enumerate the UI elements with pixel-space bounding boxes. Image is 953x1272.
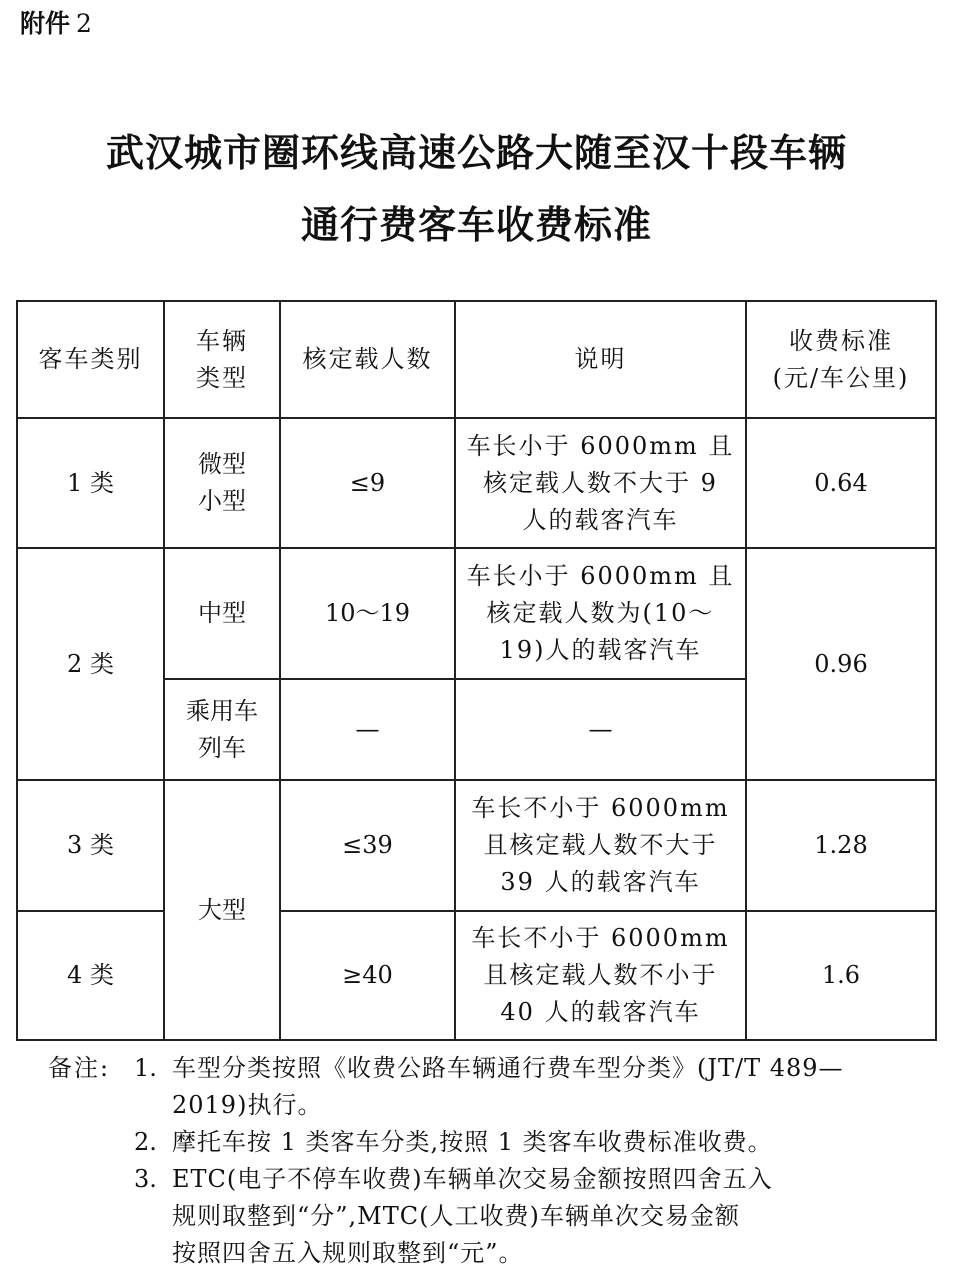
fee-table	[16, 300, 937, 1041]
large-vehicle-type: 大型	[164, 780, 280, 1040]
class2-trailer-description: —	[455, 679, 746, 780]
header-fee-line1: 收费标准	[789, 326, 893, 355]
class1-desc-line2: 核定载人数不大于 9	[483, 468, 718, 497]
class2-medium-description	[455, 548, 746, 679]
note1-line1: 车型分类按照《收费公路车辆通行费车型分类》(JT/T 489—	[172, 1054, 844, 1082]
note-item	[48, 1124, 928, 1161]
note-item	[48, 1050, 928, 1124]
note3-line2: 规则取整到“分”,MTC(人工收费)车辆单次交易金额	[172, 1202, 740, 1230]
class3-category: 3 类	[17, 780, 164, 911]
class3-desc-line2: 且核定载人数不大于	[483, 831, 718, 859]
attachment-label	[20, 4, 92, 40]
header-vehicle-type	[164, 301, 280, 418]
note-number: 1.	[134, 1054, 157, 1082]
note-text	[172, 1161, 928, 1272]
attachment-text: 附件	[20, 9, 71, 38]
class1-category: 1 类	[17, 418, 164, 548]
class4-seats: ≥40	[280, 911, 455, 1040]
header-fee	[746, 301, 936, 418]
class2-trailer-type-line1: 乘用车	[186, 696, 258, 725]
class2-medium-type: 中型	[164, 548, 280, 679]
header-category: 客车类别	[17, 301, 164, 418]
notes-section	[48, 1050, 928, 1272]
table-row-class4	[17, 911, 936, 1040]
class2-trailer-type	[164, 679, 280, 780]
class1-desc-line3: 人的载客汽车	[522, 505, 679, 534]
class2-desc-line1: 车长小于 6000mm 且	[466, 562, 735, 590]
class3-seats: ≤39	[280, 780, 455, 911]
class2-medium-seats: 10～19	[280, 548, 455, 679]
note3-line1: ETC(电子不停车收费)车辆单次交易金额按照四舍五入	[172, 1165, 773, 1193]
class2-desc-line3: 19)人的载客汽车	[499, 636, 702, 664]
class2-category: 2 类	[17, 548, 164, 780]
class2-desc-line2: 核定载人数为(10～	[486, 599, 715, 627]
class1-fee: 0.64	[746, 418, 936, 548]
table-row-class1	[17, 418, 936, 548]
table-header-row	[17, 301, 936, 418]
class3-description	[455, 780, 746, 911]
table-row-class3	[17, 780, 936, 911]
class1-description	[455, 418, 746, 548]
class1-type-line1: 微型	[198, 450, 246, 478]
notes-label: 备注:	[48, 1054, 111, 1082]
class1-type-line2: 小型	[198, 487, 246, 515]
class3-desc-line1: 车长不小于 6000mm	[471, 794, 730, 822]
class4-category: 4 类	[17, 911, 164, 1040]
class3-fee: 1.28	[746, 780, 936, 911]
class2-trailer-type-line2: 列车	[198, 733, 246, 762]
note-number: 2.	[134, 1128, 157, 1156]
note-text	[172, 1050, 928, 1124]
class1-type	[164, 418, 280, 548]
note2-line1: 摩托车按 1 类客车分类,按照 1 类客车收费标准收费。	[172, 1128, 773, 1156]
class1-seats: ≤9	[280, 418, 455, 548]
class3-desc-line3: 39 人的载客汽车	[500, 868, 701, 896]
class4-desc-line1: 车长不小于 6000mm	[471, 924, 730, 952]
note-item	[48, 1161, 928, 1272]
document-title-line1: 武汉城市圈环线高速公路大随至汉十段车辆	[105, 131, 847, 175]
header-vehicle-type-line2: 类型	[196, 363, 248, 392]
attachment-number: 2	[76, 9, 92, 38]
header-vehicle-type-line1: 车辆	[196, 326, 248, 355]
header-seats: 核定载人数	[280, 301, 455, 418]
table-row-class2-medium	[17, 548, 936, 679]
class4-fee: 1.6	[746, 911, 936, 1040]
class4-desc-line2: 且核定载人数不小于	[483, 961, 718, 989]
class2-fee: 0.96	[746, 548, 936, 780]
note-text	[172, 1124, 928, 1161]
document-title-line2: 通行费客车收费标准	[300, 203, 652, 247]
class1-desc-line1: 车长小于 6000mm 且	[466, 431, 735, 460]
class4-desc-line3: 40 人的载客汽车	[500, 998, 701, 1026]
class2-trailer-seats: —	[280, 679, 455, 780]
note3-line3: 按照四舍五入规则取整到“元”。	[172, 1239, 524, 1267]
note1-line2: 2019)执行。	[172, 1091, 323, 1119]
note-number: 3.	[134, 1165, 157, 1193]
header-fee-line2: (元/车公里)	[772, 363, 910, 392]
header-description: 说明	[455, 301, 746, 418]
class4-description	[455, 911, 746, 1040]
